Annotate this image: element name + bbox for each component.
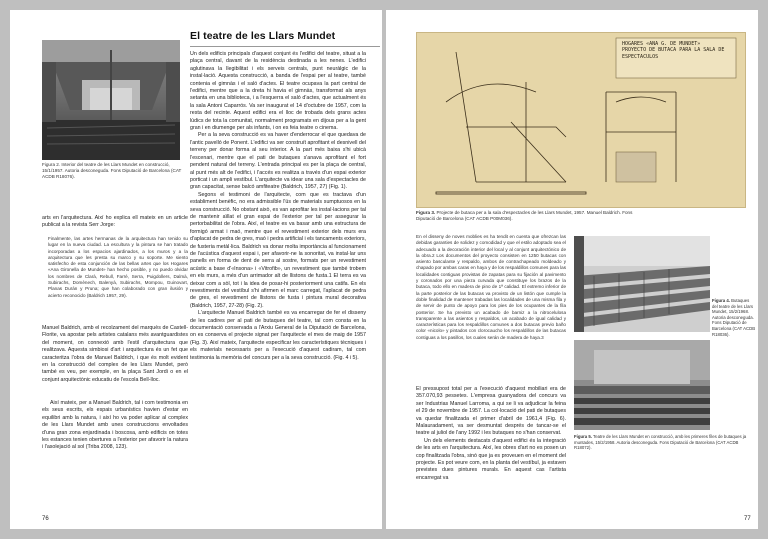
page-number-left: 76 <box>42 516 49 522</box>
left-paragraph-1: Manuel Baldrich, amb el recolzament del marquès de Castell-Florite, va apostar pels artistes catalans més avantguardistes del moment, on connexió amb l'estil d'arquitectura que realitzava. Aquesta simbiosi d'art i arquitectura és un fet que caracteritza l'obra de Manuel Baldrich, i que és molt evident en la construcció del complex de les Llars Mundet, però també es veu, per exemple, en la plaça Sant Jordi o en el conjunt arquitectònic educatiu de l'escola Bell-lloc. <box>42 325 188 383</box>
article-paragraph: Per a la seva construcció es va haver d'enderrocar el que quedava de l'antic pavelló de Ponent. L'edifici va ser construït aprofitant el desnivell del terreny per donar forma al seu interior. A la part més baixa s'hi ubicà l'escenari, mentre que el pati de butaques s'anava aprofitant el fort pendent natural del terreny. L'entrada principal es per la plaça de central, al punt més alt de l'edifici, i l'accés es realitza a través d'un espai exterior porticat i un ampli vestíbul. L'arquitecte va idear una sala d'espectacles de gran capacitat, sense balcó amfiteatre (Baldrich, 1957, 27) (Fig. 1). <box>190 132 366 191</box>
article-paragraph: Segons el testimoni de l'arquitecte, com que es tractava d'un establiment benèfic, no era admissible l'ús de materials sumptuosos en la seva construcció. No obstant això, es van aprofitar les instal·lacions per tal de mantenir aïllat el gran espai de l'exterior per tal per assegurar la pertorbabilitat de l'obra. Així, el teatre es va basar amb una estructura de formigó armat i maó, mentre que el revestiment exterior dels murs era d'aplacat de pedra de gres, maó i pedra artificial i els tancaments exteriors, de fusteria metàl·lica. Baldrich va donar molta importància al funcionament de l'acústica d'aquest espai i, per afavorir-ne la sonoritat, va instal·lar uns panells en forma de dent de serra al sostre, formats per un revestiment acústic a base d'«Insona» i «Vitrofib», un revestiment que també trobem en els murs, a més d'un arrimador alt de llistons de fusta.1 El terra es va deixar com a sòl, tot i la idea de posar-hi posteriorment una catifa. En els revestiments del vestíbul s'hi afirmen el marc carregat, l'aplacat de pedra de gres, el revestiment de llistons de fusta i pintura mural decorativa (Baldrich, 1957, 27-28) (Fig. 2). <box>190 191 366 309</box>
figure-5-caption: Figura 5. Teatre de les Llars Mundet en construcció, amb les primeres files de butaques ja muntades, 15/2/1958. Autoria desconeguda. Fons Diputació de Barcelona (CAT ACDB R18072). <box>574 434 747 451</box>
figure-5-photo <box>574 340 710 430</box>
figure-3-drawing <box>416 32 746 208</box>
article-paragraph: L'arquitecte Manuel Baldrich també es va encarregar de fer el disseny de les cadires per al pati de butaques del teatre, tal com consta en la documentació conservada a l'Arxiu General de la Diputació de Barcelona, on es conserva el projecte signat per l'arquitecte el mes de maig de 1957 (Fig. 3). Així mateix, l'arquitecte especificar les característiques tècniques i els materials necessaris per a l'execució d'aquest cadiram, tal com testimonia la memòria del concurs per a la seva construcció. (Fig. 4 i 5). <box>190 310 366 361</box>
article-paragraph: Un dels edificis principals d'aquest conjunt és l'edifici del teatre, situat a la plaça central, davant de la residència destinada a les nenes. L'edifici aglutinava la llegibilitat i els serveis centrals, punt neuràlgic de la instal·lació. Aquesta construcció, a banda de l'espai per al teatre, també contenia el gimnàs i el saló d'actes. El teatre ocupava la part central de l'edifici, mentre que a la dreta hi havia el gimnàs, transformat als anys setanta en una biblioteca, i a l'esquerra el saló d'actes, que actualment és la sala Antoni Caparrós. Va ser inaugurat el 14 d'octubre de 1957, com la resta del recinte. Aquest edifici era el lloc de trobada dels grans actes lúdics de tota la comunitat, normalment programats en dijous per a la gent gran i en diumenge per als infants, i on es feia teatre o cinema. <box>190 51 366 132</box>
drawing-title-block <box>622 41 734 60</box>
right-page <box>386 10 758 529</box>
quote-block: Finalmente, las artes hermanas de la arquitectura han tenido su lugar en la nueva ciudad. La escultura y la pintura se han tratado incorporadas a los espacios ajardinados, a los muros y a la arquitectura que les presta su marco y su soporte. Me siento satisfecho de esta conjunción de las bellas artes que los Hogares «Ana Gironella de Mundet» han hecho posible, y no puedo olvidar los nombres de Clarà, Rebull, Farré, Serra, Puigdollers, Dalmà, Subirachs, Domènech, Balenyà, Subirachs, Mompou, Guinovart, Planas Durán y Pruna; que han colaborado con gran ilusión y acierto reconocido (Baldrich 1957, 29). <box>48 236 188 298</box>
drawing-header-line: HOGARES «ANA G. DE MUNDET» <box>622 41 701 47</box>
figure-3-caption: Figura 3. Projecte de butaca per a la sala d'espectacles de les Llars Mundet, 1957. Manuel Baldrich. Fons Diputació de Barcelona (CAT ACDB P00M036). <box>416 210 633 221</box>
theater-construction-seats-photo <box>574 340 710 430</box>
figure-4-caption: Figura 4. Butaques del teatre de les Llars Mundet, 15/2/1968. Autoria desconeguda. Fons Diputació de Barcelona (CAT ACDB R18036). <box>712 298 756 337</box>
page-number-right: 77 <box>744 516 751 522</box>
left-paragraph-2: Així mateix, per a Manuel Baldrich, tal i com testimonia en els seus escrits, els espais urbanístics havien d'estar en equilibri amb la natura, i així ho va poder aplicar al complex de les Llars Mundet amb unes construccions envoltades d'una gran zona enjardinada i boscosa, amb edificis on totes les estances tenien obertures a l'exterior per afavorir la natura i l'asolejació al sol (Triba 2008, 123). <box>42 400 188 451</box>
figure-2-photo <box>42 40 180 160</box>
title-rule <box>190 46 380 47</box>
drawing-header-line: ESPECTACULOS <box>622 53 659 60</box>
article-column <box>190 30 380 362</box>
figure-4-photo <box>574 236 710 332</box>
figure-2-caption: Figura 2. Interior del teatre de les Llars Mundet en construcció, 15/1/1957. Autoria desconeguda. Fons Diputació de Barcelona (CAT ACDB R18076). <box>42 162 182 179</box>
theater-seats-photo <box>574 236 710 332</box>
article-title: El teatre de les Llars Mundet <box>190 30 336 42</box>
intro-text: arts en l'arquitectura. Així ho explica ell mateix en un article publicat a la revista Serr Jorge: <box>42 215 188 229</box>
article-body <box>190 51 366 362</box>
drawing-header-line: PROYECTO DE BUTACA PARA LA SALA DE <box>622 47 725 54</box>
right-body: El pressupost total per a l'execució d'aquest mobiliari era de 357.070,93 pessetes. L'empresa guanyadora del concurs va ser Industrias Manuel Larroma, a qui se li va adjudicar la feina el 29 de novembre de 1957. La col·locació del pati de butaques va quedar finalitzada el primer d'abril de 1961,4 (Fig. 6). Malauradament, va ser desmuntat després de tancar-se el teatre al juliol de l'any 1992 i les butaques no s'han conservat. Un dels elements destacats d'aquest edifici és la integració de les arts en l'arquitectura. Així, les obres d'art no es posen un cop finalitzada l'obra, sinó que ja es proveuen en el moment del projecte. Es pot veure com, en la planta del vestíbul, ja estaven previstes dues pintures murals. En aquest cas l'artista encarregat va <box>416 386 566 481</box>
theater-construction-photo <box>42 40 180 160</box>
specification-note: En el disseny de noves moblies es ha tendit en cuenta que ofrezcan las debidas garanties de solidez y comodidad y que el estilo adoptado sea el adecuado a la decoración interior del local y al conjunt arquitectónico de la obra.2 Los documentos del proyecto consisten en 1250 butacas con asiento basculante y respaldo, ambos de contrachapeado moldeado y chapado por ambas caras en haya y de los respaldillos comunes para las localidades contiguas provistas de zapatas para su fijación al pavimento y coronados por una pieza curvada que constituye los brazos de la butaca, todo ello en madera de pino de 1ª calidad. El extremo inferior de la parte posterior de las butacas va provisto de un listón que cumple la doble finalidad de mantener trabadas las localidades de una misma fila y de servir de punto de apoyo para los pies de los ocupantes de la fila posterior. Se ha previsto un acabado de barniz a la nitrocelulosa transparente a las asientos y respaldos, un acabado de igual calidad y características para los respaldillos comunes a dos butacas previo baño color «nicolo» y pintados con clorocaucho los respaldillos de las butacas contiguas a los pasillos, los cuales serán de madera de haya.3 <box>416 234 566 340</box>
